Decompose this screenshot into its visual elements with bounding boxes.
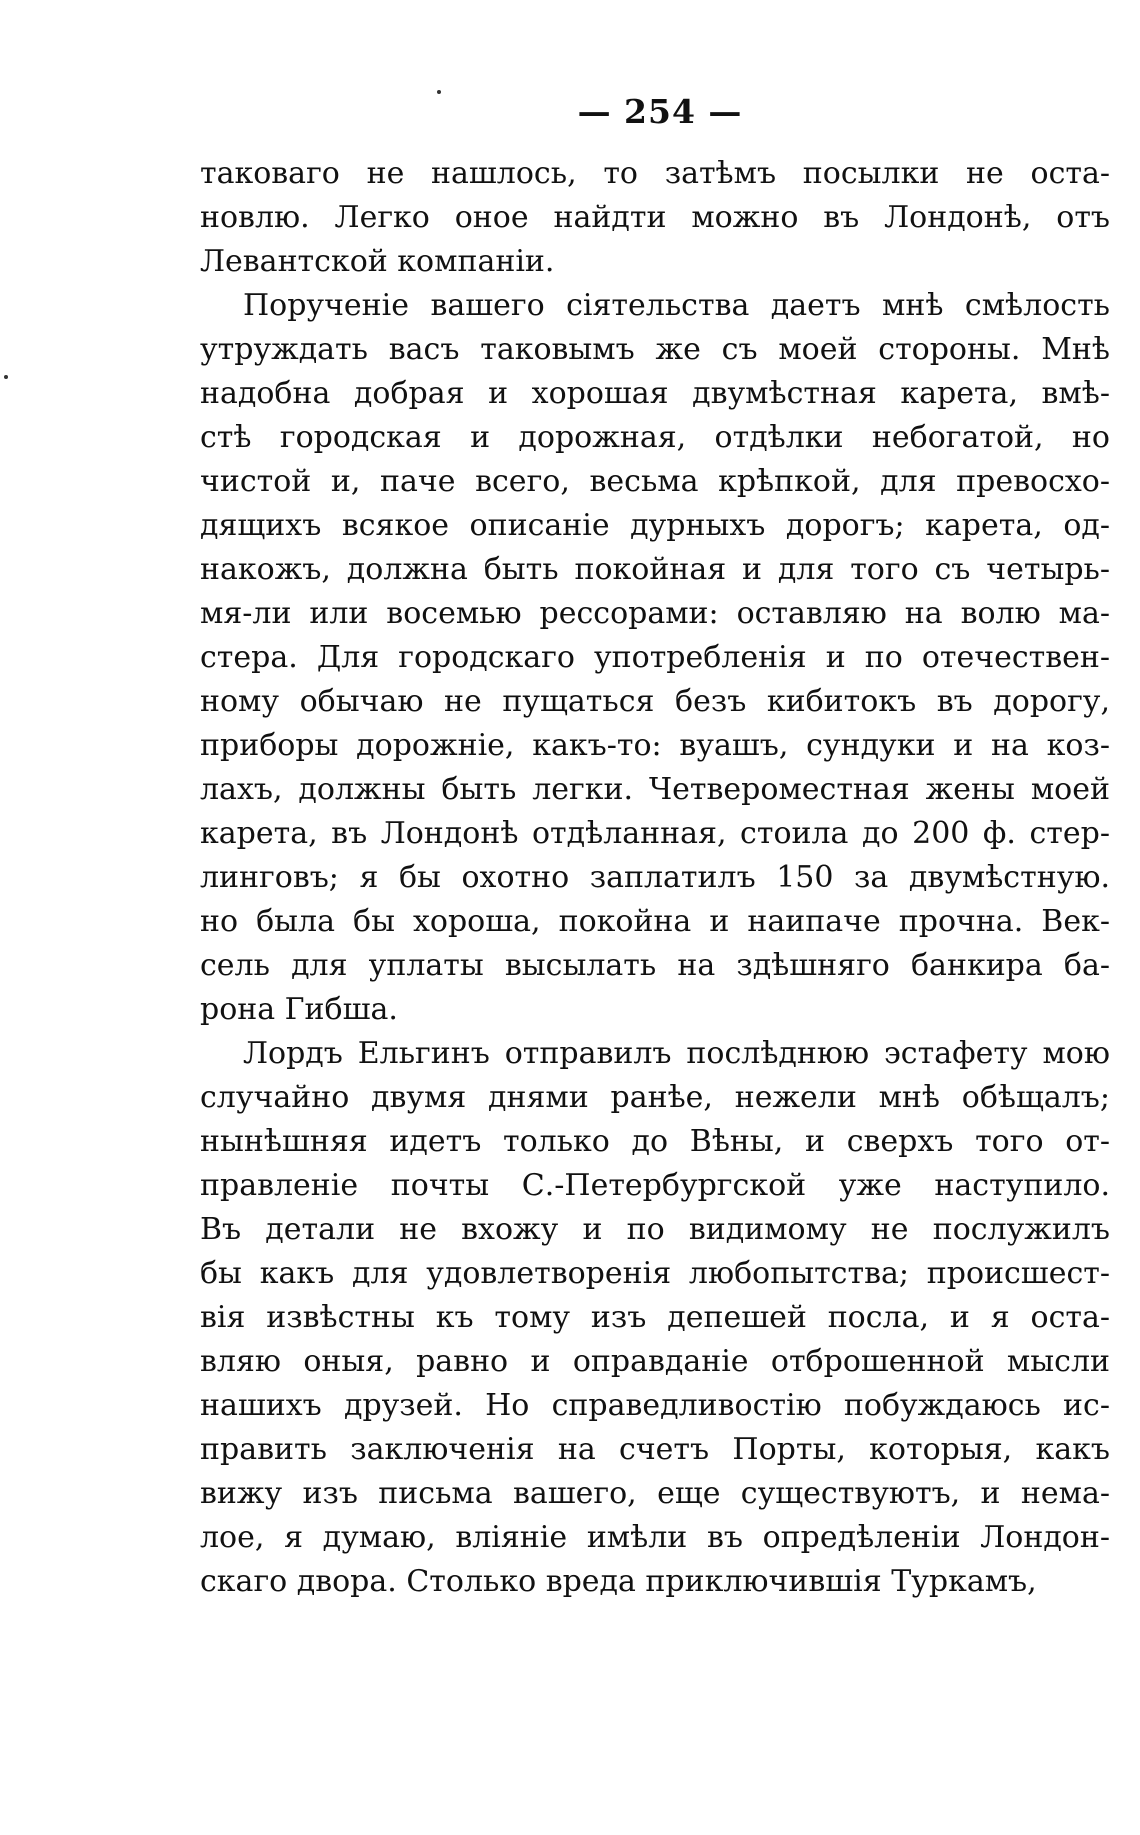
text-line: Левантской компаніи.: [200, 244, 555, 279]
text-line: бы какъ для удовлетворенія любопытства; происшест-: [200, 1256, 1110, 1291]
text-line: дящихъ всякое описаніе дурныхъ дорогъ; карета, од-: [200, 508, 1110, 543]
paragraph: [200, 1032, 1110, 1604]
text-line: править заключенія на счетъ Порты, которыя, какъ: [200, 1432, 1110, 1467]
text-line: рона Гибша.: [200, 992, 398, 1027]
stray-ink-dot: [437, 90, 441, 94]
text-line: скаго двора. Столько вреда приключившія Туркамъ,: [200, 1564, 1037, 1599]
page-body-text: [200, 152, 1110, 1604]
text-line: Лордъ Ельгинъ отправилъ послѣднюю эстафету мою: [243, 1036, 1110, 1071]
text-line: вляю оныя, равно и оправданіе отброшенной мысли: [200, 1344, 1110, 1379]
text-line: нынѣшняя идетъ только до Вѣны, и сверхъ того от-: [200, 1124, 1110, 1159]
text-line: приборы дорожніе, какъ-то: вуашъ, сундуки и на коз-: [200, 728, 1110, 763]
text-line: ному обычаю не пущаться безъ кибитокъ въ дорогу,: [200, 684, 1110, 719]
text-line: Въ детали не вхожу и по видимому не послужилъ: [200, 1212, 1110, 1247]
text-line: правленіе почты С.-Петербургской уже наступило.: [200, 1168, 1110, 1203]
text-line: стера. Для городскаго употребленія и по отечествен-: [200, 640, 1110, 675]
text-line: надобна добрая и хорошая двумѣстная карета, вмѣ-: [200, 376, 1110, 411]
text-line: новлю. Легко оное найдти можно въ Лондонѣ, отъ: [200, 200, 1110, 235]
text-line: сель для уплаты высылать на здѣшняго банкира ба-: [200, 948, 1110, 983]
text-line: таковаго не нашлось, то затѣмъ посылки не оста-: [200, 156, 1110, 191]
text-line: стѣ городская и дорожная, отдѣлки небогатой, но: [200, 420, 1110, 455]
text-line: утруждать васъ таковымъ же съ моей стороны. Мнѣ: [200, 332, 1110, 367]
text-line: лахъ, должны быть легки. Четвероместная жены моей: [200, 772, 1110, 807]
text-line: Порученіе вашего сіятельства даетъ мнѣ смѣлость: [243, 288, 1110, 323]
paragraph: [200, 152, 1110, 284]
text-line: вижу изъ письма вашего, еще существуютъ, и нема-: [200, 1476, 1110, 1511]
text-line: чистой и, паче всего, весьма крѣпкой, для превосхо-: [200, 464, 1110, 499]
text-line: накожъ, должна быть покойная и для того съ четырь-: [200, 552, 1110, 587]
stray-ink-dot: [4, 375, 8, 379]
paragraph: [200, 284, 1110, 1032]
text-line: но была бы хороша, покойна и наипаче прочна. Век-: [200, 904, 1110, 939]
text-line: линговъ; я бы охотно заплатилъ 150 за двумѣстную.: [200, 860, 1110, 895]
page-number: — 254 —: [577, 92, 743, 131]
text-line: карета, въ Лондонѣ отдѣланная, стоила до 200 ф. стер-: [200, 816, 1110, 851]
text-line: случайно двумя днями ранѣе, нежели мнѣ обѣщалъ;: [200, 1080, 1110, 1115]
text-line: лое, я думаю, вліяніе имѣли въ опредѣленіи Лондон-: [200, 1520, 1110, 1555]
text-line: вія извѣстны къ тому изъ депешей посла, и я оста-: [200, 1300, 1110, 1335]
text-line: мя-ли или восемью рессорами: оставляю на волю ма-: [200, 596, 1110, 631]
text-line: нашихъ друзей. Но справедливостію побуждаюсь ис-: [200, 1388, 1110, 1423]
